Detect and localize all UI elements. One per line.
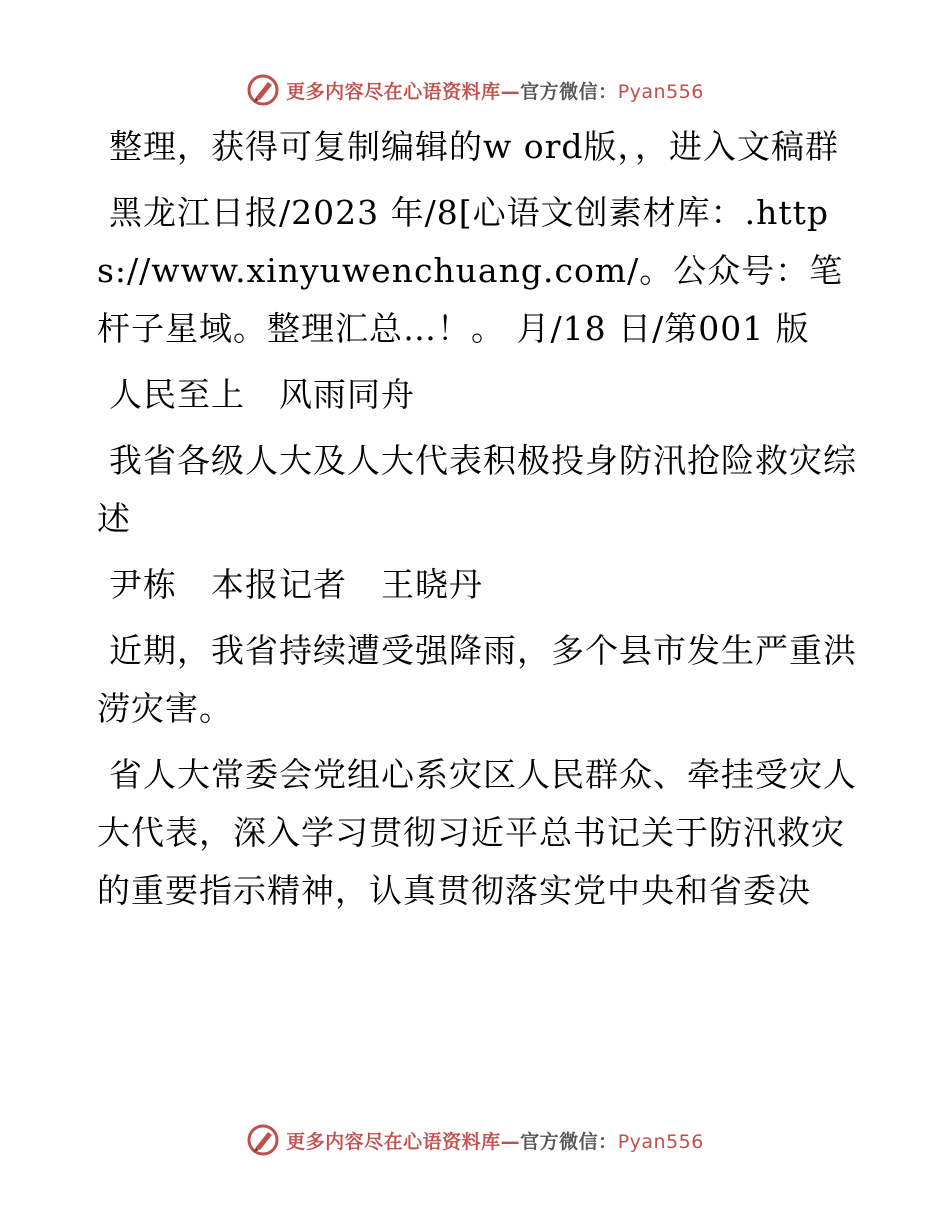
- article-title: 人民至上 风雨同舟: [109, 375, 415, 414]
- paragraph-body-2: 省人大常委会党组心系灾区人民群众、牵挂受灾人大代表，深入学习贯彻习近平总书记关于防汛救灾的重要指示精神，认真贯彻落实党中央和省委决: [97, 755, 857, 910]
- pen-logo-icon: [246, 73, 280, 107]
- footer-watermark: [0, 1120, 950, 1160]
- header-watermark: [0, 70, 950, 110]
- watermark-text: 更多内容尽在心语资料库—官方微信：Pyan556: [286, 1130, 704, 1153]
- watermark-text: 更多内容尽在心语资料库—官方微信：Pyan556: [286, 80, 704, 103]
- document-body: [97, 118, 857, 928]
- article-byline: 尹栋 本报记者 王晓丹: [109, 565, 483, 604]
- article-subtitle: 我省各级人大及人大代表积极投身防汛抢险救灾综述: [97, 441, 857, 538]
- paragraph-body-1: 近期，我省持续遭受强降雨，多个县市发生严重洪涝灾害。: [97, 631, 857, 728]
- paragraph-source: 黑龙江日报/2023 年/8[心语文创素材库：.https://www.xinyuwenchuang.com/。公众号：笔杆子星域。整理汇总…！。 月/18 日/第001 版: [97, 193, 844, 348]
- paragraph-intro: 整理，获得可复制编辑的w ord版，，进入文稿群: [109, 127, 840, 166]
- pen-logo-icon: [246, 1123, 280, 1157]
